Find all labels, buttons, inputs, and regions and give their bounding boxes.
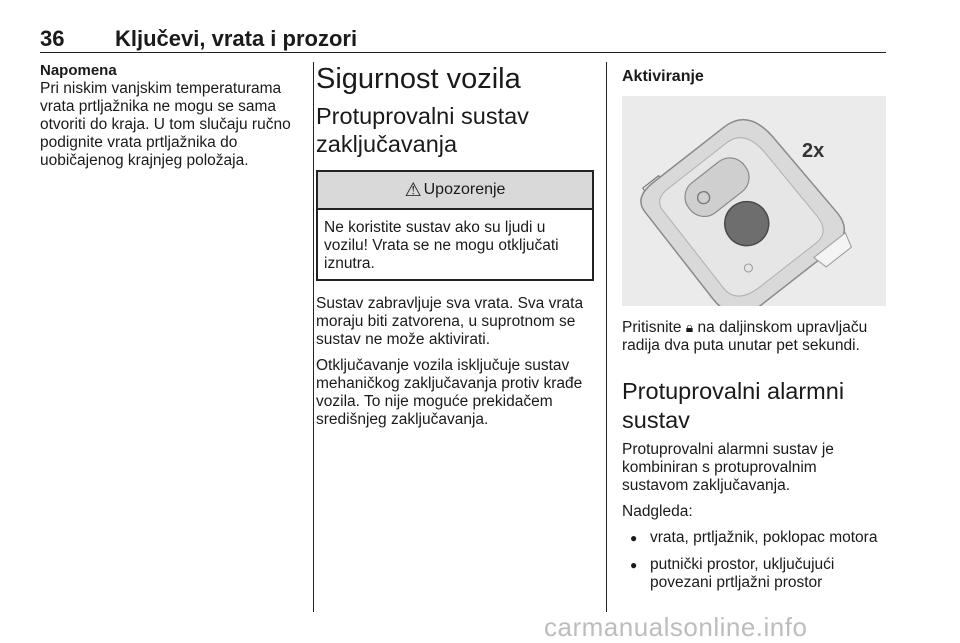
warning-triangle-icon: ⚠ xyxy=(404,179,422,201)
column-divider-1 xyxy=(313,62,314,612)
key-fob-illustration xyxy=(622,96,886,306)
warning-title: Upozorenje xyxy=(423,181,506,198)
note-title: Napomena xyxy=(40,62,117,79)
monitored-list xyxy=(622,529,886,592)
key-fob-icon xyxy=(622,96,886,306)
note-text: Pri niskim vanjskim temperaturama vrata prtljažnika ne mogu se sama otvoriti do kraja. U tom slučaju ručno podignite vrata prtljažnika do uobičajenog krajnjeg položaja. xyxy=(40,80,291,169)
warning-text: Ne koristite sustav ako su ljudi u vozilu! Vrata se ne mogu otključati iznutra. xyxy=(324,219,559,272)
warning-header xyxy=(318,172,592,210)
page-number: 36 xyxy=(40,26,65,51)
list-item: ● putnički prostor, uključujući povezani prtljažni prostor xyxy=(622,556,886,592)
press-text-end: na daljinskom upravljaču radija dva puta unutar pet sekundi. xyxy=(622,319,868,354)
column-right xyxy=(622,62,886,601)
paragraph: Sustav zabravljuje sva vrata. Sva vrata moraju biti zatvorena, u suprotnom se sustav ne može aktivirati. xyxy=(316,295,584,348)
column-divider-2 xyxy=(606,62,607,612)
subsection-title: Protuprovalni sustav zaključavanja xyxy=(316,103,529,157)
paragraph: Otključavanje vozila isključuje sustav mehaničkog zaključavanja protiv krađe vozila. To nije moguće prekidačem središnjeg zaključavanja. xyxy=(316,357,583,428)
watermark: carmanualsonline.info xyxy=(544,612,808,642)
paragraph-press-instruction xyxy=(622,318,886,355)
chapter-title: Ključevi, vrata i prozori xyxy=(115,26,358,51)
alarm-section-title: Protuprovalni alarmni sustav xyxy=(622,378,845,433)
warning-box xyxy=(316,170,594,281)
paragraph: Nadgleda: xyxy=(622,503,693,520)
list-item: ● vrata, prtljažnik, poklopac motora xyxy=(622,529,886,547)
section-title: Sigurnost vozila xyxy=(316,63,521,95)
paragraph: Protuprovalni alarmni sustav je kombiniran s protuprovalnim sustavom zaključavanja. xyxy=(622,441,834,494)
lock-icon: 🔒︎ xyxy=(685,319,694,335)
press-text-start: Pritisnite xyxy=(622,319,682,336)
column-left xyxy=(40,62,302,178)
figure-label: 2x xyxy=(802,140,825,162)
subheading-activation: Aktiviranje xyxy=(622,68,704,85)
column-middle xyxy=(316,62,594,437)
page-header xyxy=(40,26,886,53)
